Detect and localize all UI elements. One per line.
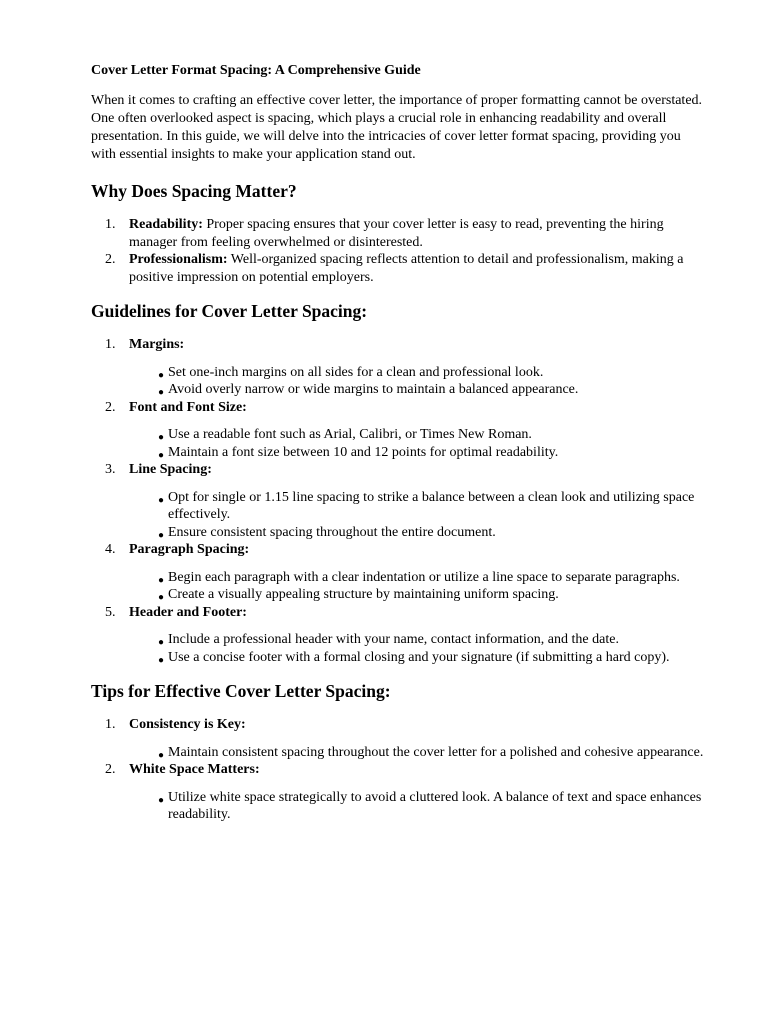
tips-heading: Tips for Effective Cover Letter Spacing: bbox=[91, 681, 391, 701]
bullet-item: ● Use a concise footer with a formal closing and your signature (if submitting a hard copy). bbox=[129, 649, 706, 667]
item-number: 1. bbox=[105, 217, 116, 232]
bullet-item: ● Begin each paragraph with a clear indentation or utilize a line space to separate paragraphs. bbox=[129, 569, 706, 587]
item-number: 2. bbox=[105, 252, 116, 267]
bullet-icon: ● bbox=[158, 592, 165, 603]
bullet-icon: ● bbox=[158, 654, 165, 666]
item-term: Line Spacing: bbox=[129, 462, 212, 477]
bullet-icon: ● bbox=[158, 529, 165, 541]
bullet-item: ● Use a readable font such as Arial, Calibri, or Times New Roman. bbox=[129, 426, 706, 444]
bullet-icon: ● bbox=[158, 494, 165, 506]
guidelines-heading: Guidelines for Cover Letter Spacing: bbox=[91, 301, 368, 321]
item-number: 1. bbox=[105, 337, 116, 352]
bullet-icon: ● bbox=[158, 449, 165, 461]
bullet-item: ● Include a professional header with your name, contact information, and the date. bbox=[129, 631, 706, 649]
item-term: White Space Matters: bbox=[129, 762, 260, 777]
item-number: 2. bbox=[105, 399, 116, 415]
why-item-professionalism bbox=[91, 251, 706, 286]
item-number: 1. bbox=[105, 717, 116, 732]
guideline-item-line-spacing bbox=[91, 461, 706, 541]
item-number: 3. bbox=[105, 462, 116, 477]
bullet-item: ● Set one-inch margins on all sides for a clean and professional look. bbox=[129, 364, 706, 382]
item-term: Professionalism: bbox=[129, 252, 228, 267]
bullet-item: ● Ensure consistent spacing throughout the entire document. bbox=[129, 524, 706, 542]
bullet-list bbox=[129, 744, 706, 762]
tips-list bbox=[91, 716, 706, 824]
item-number: 5. bbox=[105, 604, 116, 620]
item-term: Consistency is Key: bbox=[129, 717, 246, 732]
bullet-icon: ● bbox=[158, 432, 165, 443]
bullet-list bbox=[129, 364, 706, 399]
bullet-item: ● Create a visually appealing structure by maintaining uniform spacing. bbox=[129, 586, 706, 604]
guideline-item-margins bbox=[91, 336, 706, 399]
why-item-readability bbox=[91, 216, 706, 251]
guideline-item-font bbox=[91, 399, 706, 462]
why-list bbox=[91, 216, 706, 286]
item-term: Readability: bbox=[129, 217, 203, 232]
bullet-list bbox=[129, 631, 706, 666]
item-number: 2. bbox=[105, 762, 116, 777]
item-term: Paragraph Spacing: bbox=[129, 542, 250, 557]
item-term: Font and Font Size: bbox=[129, 399, 247, 415]
bullet-icon: ● bbox=[158, 369, 165, 381]
item-term: Margins: bbox=[129, 337, 185, 352]
bullet-item: ● Opt for single or 1.15 line spacing to strike a balance between a clean look and utilizing space effectively. bbox=[158, 489, 695, 522]
guidelines-list bbox=[91, 336, 706, 666]
bullet-list bbox=[129, 489, 706, 542]
bullet-icon: ● bbox=[158, 637, 165, 648]
tip-item-white-space bbox=[91, 761, 706, 824]
document-title: Cover Letter Format Spacing: A Comprehensive Guide bbox=[91, 63, 421, 78]
bullet-list bbox=[129, 789, 706, 824]
guideline-item-paragraph-spacing bbox=[91, 541, 706, 604]
item-term: Header and Footer: bbox=[129, 604, 247, 620]
guideline-item-header-footer bbox=[91, 604, 706, 667]
bullet-item: ● Maintain consistent spacing throughout the cover letter for a polished and cohesive appearance. bbox=[129, 744, 706, 762]
bullet-item: ● Utilize white space strategically to avoid a cluttered look. A balance of text and space enhances readability. bbox=[158, 789, 702, 822]
why-heading: Why Does Spacing Matter? bbox=[91, 181, 297, 201]
bullet-list bbox=[129, 569, 706, 604]
bullet-item: ● Maintain a font size between 10 and 12 points for optimal readability. bbox=[129, 444, 706, 462]
bullet-icon: ● bbox=[158, 387, 165, 398]
bullet-item: ● Avoid overly narrow or wide margins to maintain a balanced appearance. bbox=[129, 381, 706, 399]
bullet-icon: ● bbox=[158, 749, 165, 761]
item-number: 4. bbox=[105, 542, 116, 557]
tip-item-consistency bbox=[91, 716, 706, 761]
intro-paragraph: When it comes to crafting an effective cover letter, the importance of proper formatting cannot be overstated. One often overlooked aspect is spacing, which plays a crucial role in enhancing readability and overall presentation. In this guide, we will delve into the intricacies of cover letter format spacing, providing you with essential insights to make your application stand out. bbox=[91, 93, 703, 162]
bullet-icon: ● bbox=[158, 574, 165, 586]
item-text: Well-organized spacing reflects attention to detail and professionalism, making a positive impression on potential employers. bbox=[129, 252, 684, 285]
item-text: Proper spacing ensures that your cover letter is easy to read, preventing the hiring manager from feeling overwhelmed or disinterested. bbox=[129, 217, 664, 250]
bullet-list bbox=[129, 426, 706, 461]
bullet-icon: ● bbox=[158, 794, 165, 806]
document-page bbox=[91, 58, 706, 824]
